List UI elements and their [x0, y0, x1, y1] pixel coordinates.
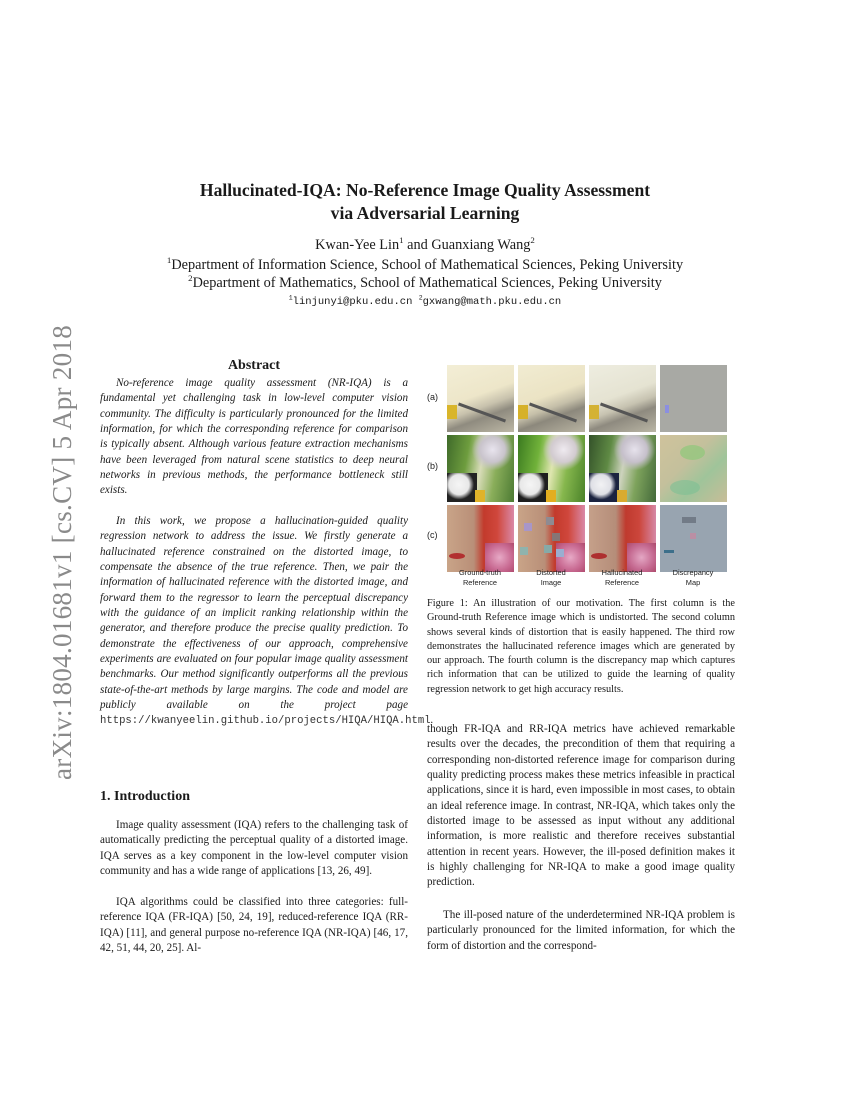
row-label-a: (a)	[427, 392, 438, 402]
image-b-discrepancy	[660, 435, 727, 502]
affil-2-text: Department of Mathematics, School of Mathematical Sciences, Peking University	[192, 275, 662, 291]
author-emails	[0, 296, 850, 308]
column-label-line: Reference	[462, 578, 498, 587]
affil-2-mark: 2	[188, 273, 193, 284]
author-2: Guanxiang Wang	[431, 237, 531, 253]
column-label-line: Reference	[604, 578, 640, 587]
author-list	[0, 236, 850, 254]
row-label-c: (c)	[427, 530, 438, 540]
column-label-discrepancy	[653, 568, 733, 588]
arxiv-identifier-stamp: arXiv:1804.01681v1 [cs.CV] 5 Apr 2018	[47, 324, 77, 780]
email-1[interactable]: linjunyi@pku.edu.cn	[292, 296, 413, 308]
abstract-paragraph-1: No-reference image quality assessment (NR-IQA) is a fundamental yet challenging task in low-level computer vision community. The difficulty is particularly pronounced for the limited information, for which the corresponding reference for comparison is typically absent. Although various feature extraction mechanisms have been leveraged from natural scene statistics to deep neural networks in previous methods, the performance bottleneck still exists.	[100, 377, 408, 497]
image-a-ground-truth	[447, 365, 514, 432]
column-label-line: Distorted	[536, 568, 566, 577]
image-c-distorted	[518, 505, 585, 572]
figure-1	[427, 360, 737, 590]
email-1-mark: 1	[288, 294, 293, 302]
title-line-1: Hallucinated-IQA: No-Reference Image Quality Assessment	[199, 180, 651, 200]
author-1-affil-mark: 1	[399, 235, 404, 246]
author-1: Kwan-Yee Lin	[315, 237, 400, 253]
abstract-paragraph-2-text: In this work, we propose a hallucination-guided quality regression network to address the issue. We firstly generate a hallucinated reference constrained on the distorted image, to compensate the absence of the true reference. Then, we pair the information of hallucinated reference with the distorted image, and forward them to the regressor to learn the perceptual discrepancy with the guidance of an implicit ranking relationship within the generator, and therefore produce the precise quality prediction. To demonstrate the effectiveness of our approach, comprehensive experiments are evaluated on four popular image quality assessment benchmarks. Our method significantly outperforms all the previous state-of-the-art methods by large margins. The code and model are publicly available on the project page	[100, 515, 408, 712]
introduction-paragraph-2: IQA algorithms could be classified into three categories: full-reference IQA (FR-IQA) [50, 24, 19], reduced-reference IQA (RR-IQA) [11], and general purpose no-reference IQA (NR-IQA) [46, 17, 42, 51, 44, 20, 25]. Al-	[100, 896, 408, 955]
image-b-distorted	[518, 435, 585, 502]
abstract-paragraph-2	[100, 514, 434, 730]
column-label-line: Discrepancy	[672, 568, 714, 577]
author-2-affil-mark: 2	[530, 235, 535, 246]
affil-1-text: Department of Information Science, School of Mathematical Sciences, Peking University	[171, 257, 684, 273]
image-a-hallucinated	[589, 365, 656, 432]
title-line-2: via Adversarial Learning	[330, 203, 520, 223]
figure-1-caption: Figure 1: An illustration of our motivation. The first column is the Ground-truth Reference image which is undistorted. The second column shows several kinds of distortion that is easily happened. The third row demonstrates the hallucinated reference images which are generated by our approach. The fourth column is the discrepancy map which captures rich information that can be utilized to guide the learning of quality regression network to get high accuracy results.	[427, 598, 735, 695]
column-label-line: Hallucinated	[601, 568, 643, 577]
image-c-discrepancy	[660, 505, 727, 572]
image-a-discrepancy	[660, 365, 727, 432]
image-b-hallucinated	[589, 435, 656, 502]
abstract-heading: Abstract	[227, 358, 281, 373]
affiliation-2	[0, 274, 850, 292]
affil-1-mark: 1	[166, 255, 172, 266]
introduction-paragraph-3: though FR-IQA and RR-IQA metrics have achieved remarkable results over the decades, the precondition of them that requiring a corresponding non-distorted reference image for comparison during quality predicting process makes these metrics infeasible in practical applications, since it is hard, even impossible in most cases, to obtain an ideal reference image. In contrast, NR-IQA, which takes only the distorted image to be assessed as input without any additional information, is more realistic and therefore receives substantial attention in recent years. However, the ill-posed definition makes it is highly challenging for NR-IQA to make a good image quality prediction.	[427, 723, 735, 889]
column-label-line: Image	[540, 578, 562, 587]
column-label-line: Map	[685, 578, 701, 587]
abstract-period: .	[430, 714, 434, 727]
column-label-ground-truth	[440, 568, 520, 588]
image-a-distorted	[518, 365, 585, 432]
paper-title	[0, 179, 850, 225]
project-page-link[interactable]: https://kwanyeelin.github.io/projects/HIQA/HIQA.html	[100, 715, 431, 728]
introduction-paragraph-1: Image quality assessment (IQA) refers to the challenging task of automatically predicting the perceptual quality of a distorted image. IQA serves as a key component in the low-level computer vision community and has a wide range of applications [13, 26, 49].	[100, 819, 408, 878]
email-2-mark: 2	[418, 294, 423, 302]
affiliation-1	[0, 256, 850, 274]
introduction-paragraph-4: The ill-posed nature of the underdetermined NR-IQA problem is particularly pronounced for the limited information, for which the form of distortion and the correspond-	[427, 909, 735, 952]
column-label-hallucinated	[582, 568, 662, 588]
introduction-heading: 1. Introduction	[100, 789, 190, 804]
image-c-ground-truth	[447, 505, 514, 572]
column-label-line: Ground-truth	[459, 568, 501, 577]
row-label-b: (b)	[427, 461, 438, 471]
image-c-hallucinated	[589, 505, 656, 572]
image-b-ground-truth	[447, 435, 514, 502]
author-separator: and	[403, 237, 432, 253]
column-label-distorted	[511, 568, 591, 588]
email-2[interactable]: gxwang@math.pku.edu.cn	[422, 296, 562, 308]
